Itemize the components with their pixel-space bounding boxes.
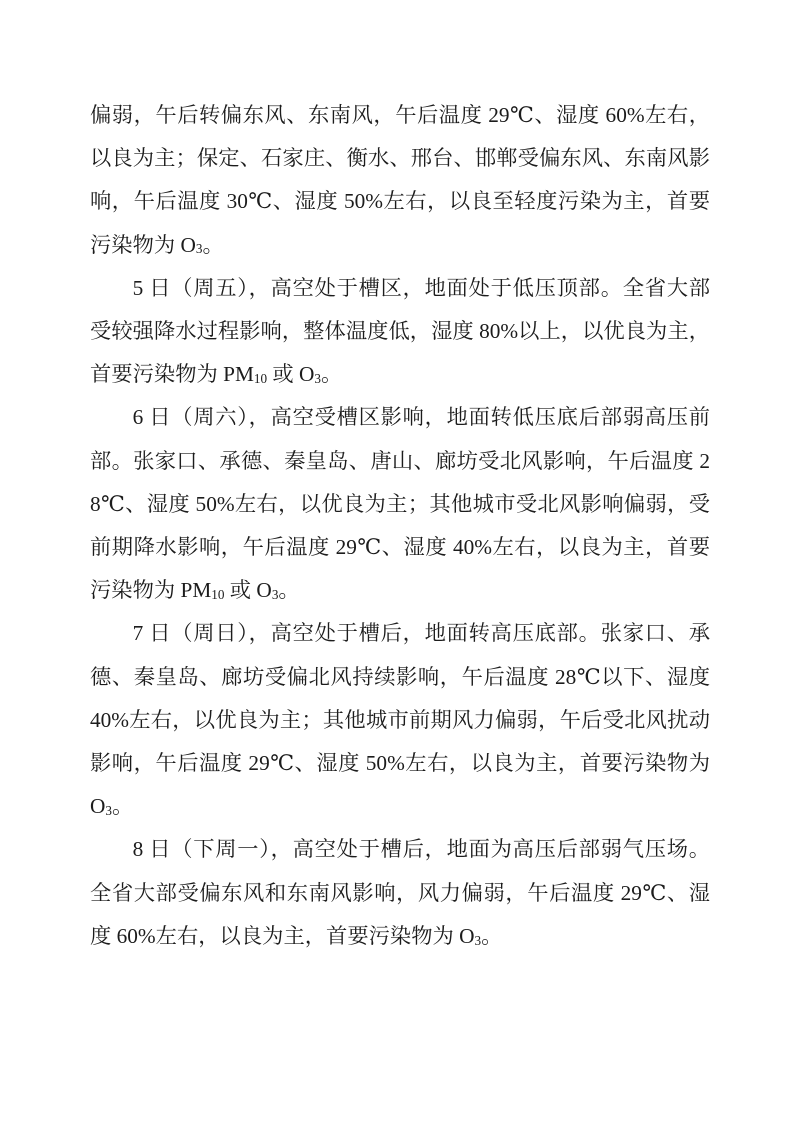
text-run: 7 日（周日），高空处于槽后，地面转高压底部。张家口、承德、秦皇岛、廊坊受偏北风持续影响，午后温度 28℃以下、湿度 40%左右，以优良为主；其他城市前期风力偏弱，午后受北风扰动影响，午后温度 29℃、湿度 50%左右，以良为主，首要污染物为 O bbox=[90, 621, 710, 819]
text-run: 6 日（周六），高空受槽区影响，地面转低压底后部弱高压前部。张家口、承德、秦皇岛、唐山、廊坊受北风影响，午后温度 28℃、湿度 50%左右，以优良为主；其他城市受北风影响偏弱，受前期降水影响，午后温度 29℃、湿度 40%左右，以良为主，首要污染物为 PM bbox=[90, 405, 710, 603]
paragraph bbox=[90, 94, 710, 267]
subscript-run: 10 bbox=[211, 587, 225, 603]
subscript-run: 3 bbox=[474, 932, 482, 948]
paragraph bbox=[90, 396, 710, 612]
subscript-run: 3 bbox=[271, 587, 279, 603]
text-run: 8 日（下周一），高空处于槽后，地面为高压后部弱气压场。全省大部受偏东风和东南风影响，风力偏弱，午后温度 29℃、湿度 60%左右，以良为主，首要污染物为 O bbox=[90, 837, 710, 948]
text-run: 或 O bbox=[224, 578, 272, 603]
text-run: 。 bbox=[278, 578, 300, 603]
text-run: 。 bbox=[481, 923, 503, 948]
text-run: 。 bbox=[202, 232, 224, 257]
subscript-run: 3 bbox=[195, 241, 203, 257]
paragraph bbox=[90, 612, 710, 828]
subscript-run: 10 bbox=[253, 371, 268, 387]
subscript-run: 3 bbox=[314, 371, 321, 387]
paragraph bbox=[90, 267, 710, 397]
subscript-run: 3 bbox=[105, 803, 112, 819]
document-body bbox=[90, 94, 710, 958]
text-run: 。 bbox=[111, 794, 134, 819]
text-run: 或 O bbox=[267, 362, 315, 387]
paragraph bbox=[90, 828, 710, 958]
text-run: 偏弱，午后转偏东风、东南风，午后温度 29℃、湿度 60%左右，以良为主；保定、石家庄、衡水、邢台、邯郸受偏东风、东南风影响，午后温度 30℃、湿度 50%左右，以良至轻度污染为主，首要污染物为 O bbox=[90, 103, 710, 257]
text-run: 5 日（周五），高空处于槽区，地面处于低压顶部。全省大部受较强降水过程影响，整体温度低，湿度 80%以上，以优良为主，首要污染物为 PM bbox=[90, 275, 710, 387]
text-run: 。 bbox=[321, 362, 343, 387]
